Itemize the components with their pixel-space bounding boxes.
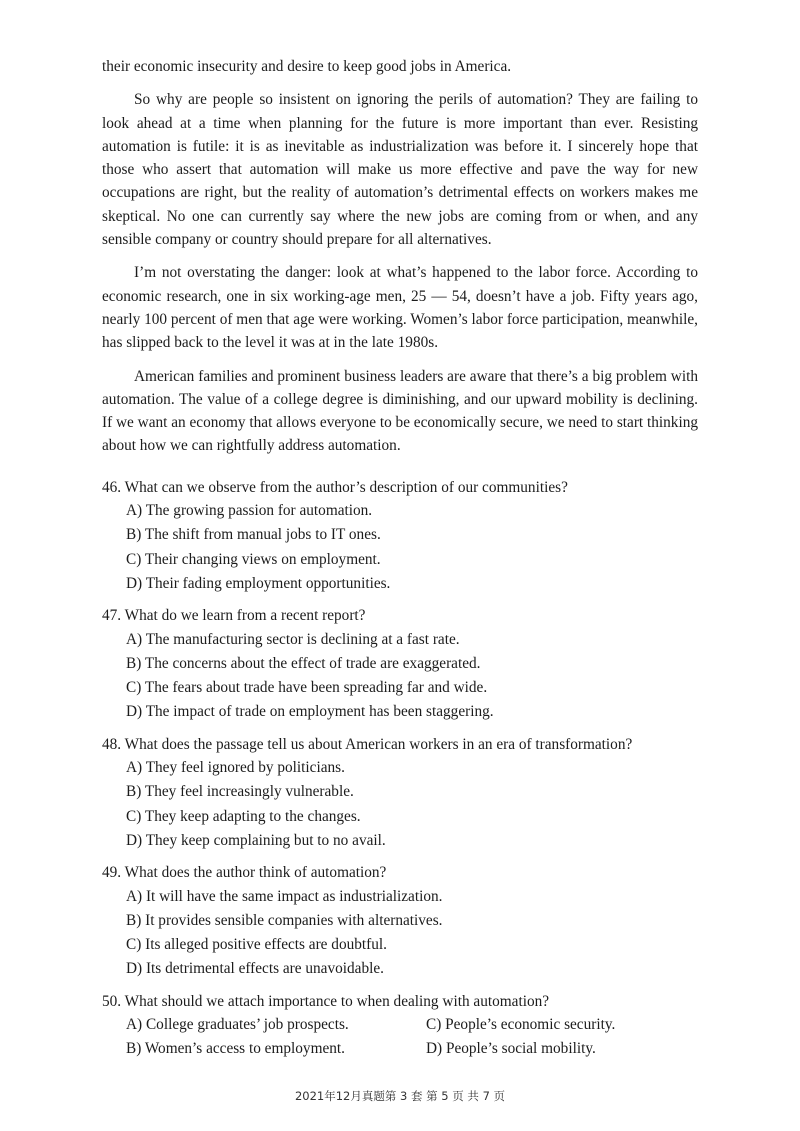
answer-option: B) The shift from manual jobs to IT ones. (126, 526, 381, 544)
question-stem: 48. What does the passage tell us about American workers in an era of transformation? (102, 735, 633, 753)
question-48 (102, 733, 698, 853)
passage-paragraph: I’m not overstating the danger: look at what’s happened to the labor force. According to economic research, one in six working-age men, 25 — 54, doesn’t have a job. Fifty years ago, nearly 100 percent of men that age were working. Women’s labor force participation, meanwhile, has slipped back to the level it was at in the late 1980s. (102, 264, 698, 352)
answer-option: D) The impact of trade on employment has been staggering. (126, 703, 494, 721)
answer-option: B) They feel increasingly vulnerable. (126, 783, 354, 801)
question-49 (102, 861, 698, 981)
answer-option: D) Its detrimental effects are unavoidable. (126, 960, 384, 978)
question-46 (102, 476, 698, 596)
passage-paragraph: So why are people so insistent on ignoring the perils of automation? They are failing to look ahead at a time when planning for the future is more important than ever. Resisting automation is futile: it is as inevitable as industrialization was before it. I sincerely hope that those who assert that automation will make us more effective and pave the way for new occupations are right, but the reality of automation’s detrimental effects on workers makes me skeptical. No one can currently say where the new jobs are coming from or when, and any sensible company or country should prepare for all alternatives. (102, 91, 698, 249)
page-footer: 2021年12月真题第 3 套 第 5 页 共 7 页 (294, 1089, 506, 1103)
passage-paragraph: American families and prominent business leaders are aware that there’s a big problem with automation. The value of a college degree is diminishing, and our upward mobility is declining. If we want an economy that allows everyone to be economically secure, we need to start thinking about how we can rightfully address automation. (102, 367, 698, 455)
exam-page (102, 55, 698, 1070)
answer-option: C) They keep adapting to the changes. (126, 807, 361, 825)
answer-option: C) The fears about trade have been spreading far and wide. (126, 679, 488, 697)
answer-option: A) College graduates’ job prospects. (126, 1015, 349, 1033)
answer-option: A) They feel ignored by politicians. (126, 759, 345, 777)
answer-option: C) People’s economic security. (426, 1015, 616, 1033)
answer-option: B) Women’s access to employment. (126, 1040, 345, 1058)
answer-option: D) Their fading employment opportunities. (126, 574, 391, 592)
question-50 (102, 990, 698, 1062)
question-list (102, 476, 698, 1062)
answer-option: A) It will have the same impact as industrialization. (126, 887, 443, 905)
answer-option: B) It provides sensible companies with alternatives. (126, 911, 443, 929)
answer-option: D) They keep complaining but to no avail. (126, 831, 386, 849)
answer-option: A) The growing passion for automation. (126, 502, 373, 520)
question-47 (102, 604, 698, 724)
reading-passage (102, 55, 698, 458)
answer-option-grid (126, 1013, 698, 1062)
question-stem: 47. What do we learn from a recent report? (102, 607, 366, 625)
answer-option: C) Its alleged positive effects are doubtful. (126, 936, 387, 954)
passage-paragraph: their economic insecurity and desire to keep good jobs in America. (102, 58, 512, 75)
answer-option: D) People’s social mobility. (426, 1040, 596, 1058)
answer-option: B) The concerns about the effect of trade are exaggerated. (126, 654, 481, 672)
question-stem: 49. What does the author think of automation? (102, 864, 387, 882)
answer-option: A) The manufacturing sector is declining at a fast rate. (126, 630, 460, 648)
answer-option: C) Their changing views on employment. (126, 550, 381, 568)
question-stem: 46. What can we observe from the author’s description of our communities? (102, 478, 568, 496)
question-stem: 50. What should we attach importance to when dealing with automation? (102, 992, 550, 1010)
